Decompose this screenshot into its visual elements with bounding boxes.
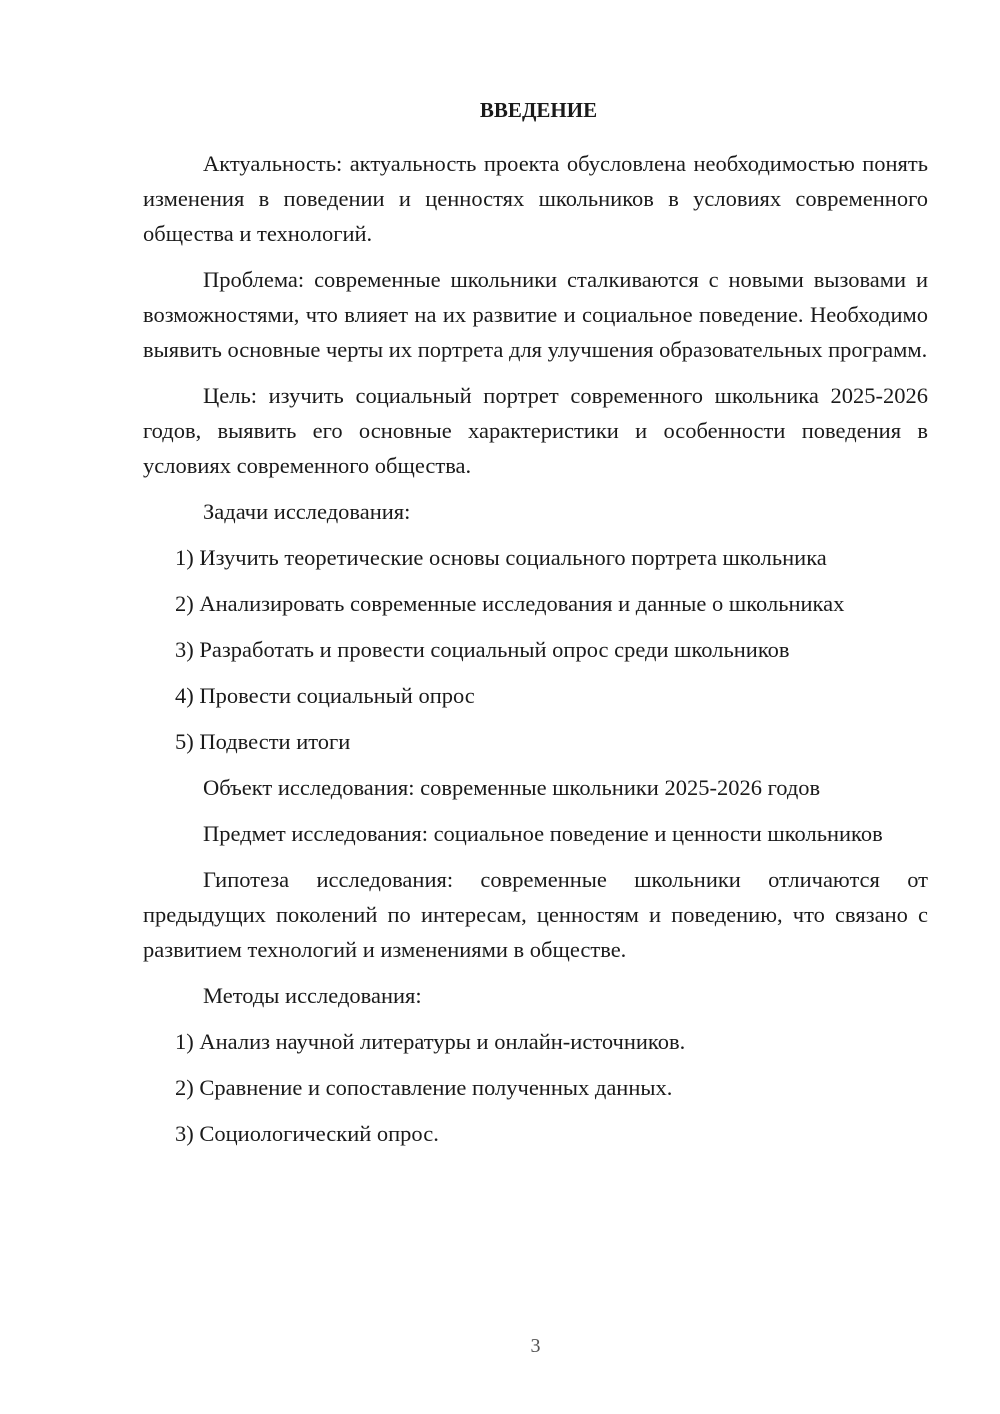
list-item: 2) Анализировать современные исследования и данные о школьниках — [175, 591, 845, 616]
tasks-label: Задачи исследования: — [203, 499, 411, 524]
methods-list — [143, 1024, 928, 1151]
methods-label: Методы исследования: — [203, 983, 422, 1008]
relevance-paragraph: Актуальность: актуальность проекта обусловлена необходимостью понять изменения в поведении и ценностях школьников в условиях современного общества и технологий. — [143, 151, 928, 246]
page-number: 3 — [530, 1335, 541, 1357]
hypothesis-paragraph: Гипотеза исследования: современные школьники отличаются от предыдущих поколений по интересам, ценностям и поведению, что связано с развитием технологий и изменениями в обществе. — [143, 867, 928, 962]
goal-paragraph: Цель: изучить социальный портрет современного школьника 2025-2026 годов, выявить его основные характеристики и особенности поведения в условиях современного общества. — [143, 383, 928, 478]
list-item: 1) Анализ научной литературы и онлайн-источников. — [175, 1029, 686, 1054]
list-item: 1) Изучить теоретические основы социального портрета школьника — [175, 545, 827, 570]
problem-paragraph: Проблема: современные школьники сталкиваются с новыми вызовами и возможностями, что влияет на их развитие и социальное поведение. Необходимо выявить основные черты их портрета для улучшения образовательных программ. — [143, 267, 928, 362]
list-item: 4) Провести социальный опрос — [175, 683, 475, 708]
tasks-list — [143, 540, 928, 759]
list-item: 5) Подвести итоги — [175, 729, 351, 754]
list-item: 2) Сравнение и сопоставление полученных данных. — [175, 1075, 673, 1100]
list-item: 3) Социологический опрос. — [175, 1121, 439, 1146]
subject-paragraph: Предмет исследования: социальное поведение и ценности школьников — [203, 821, 883, 846]
list-item: 3) Разработать и провести социальный опрос среди школьников — [175, 637, 790, 662]
section-title: ВВЕДЕНИЕ — [479, 98, 598, 122]
object-paragraph: Объект исследования: современные школьники 2025-2026 годов — [203, 775, 821, 800]
document-page — [143, 96, 928, 1162]
